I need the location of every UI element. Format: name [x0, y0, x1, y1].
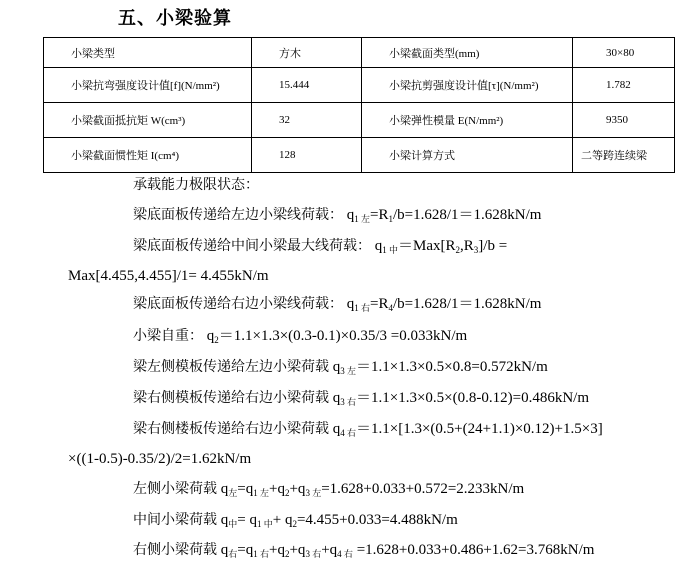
text: +q	[289, 542, 306, 558]
text: =1.628+0.033+0.486+1.62=3.768kN/m	[352, 542, 595, 558]
calc-line-q3-right	[133, 389, 589, 411]
calc-line-q1-left	[133, 206, 541, 228]
subscript: 3 左	[340, 366, 357, 376]
subscript: 右	[228, 549, 238, 559]
text: ＝1.1×[1.3×(0.5+(24+1.1)×0.12)+1.5×3]	[356, 421, 603, 437]
text: q	[220, 542, 229, 558]
table-row	[44, 138, 675, 173]
text: q	[332, 359, 341, 375]
param-label: 小梁类型	[44, 38, 252, 68]
text: 梁底面板传递给右边小梁线荷载：	[133, 296, 343, 312]
text: ＝1.1×1.3×(0.3-0.1)×0.35/3 =0.033kN/m	[218, 328, 468, 344]
subscript: 1 中	[256, 519, 273, 529]
text: =R	[370, 207, 389, 223]
subscript: 中	[228, 519, 238, 529]
text: 梁右侧楼板传递给右边小梁荷载	[133, 421, 329, 437]
param-label: 小梁截面类型(mm)	[362, 38, 573, 68]
subscript: 1 中	[382, 245, 399, 255]
text: /b=1.628/1＝1.628kN/m	[392, 296, 542, 312]
text: =4.455+0.033=4.488kN/m	[296, 512, 458, 528]
text: q	[346, 207, 355, 223]
calc-line-q4-right-cont	[68, 450, 251, 468]
text: q	[206, 328, 215, 344]
subscript: 4 右	[340, 428, 357, 438]
table-row	[44, 38, 675, 68]
subscript: 2	[214, 335, 219, 345]
text: ＝Max[R	[398, 238, 456, 254]
subscript: 4	[388, 303, 393, 313]
subscript: 3	[473, 245, 479, 255]
calc-line-q-mid-total	[133, 511, 458, 533]
subscript: 2	[284, 549, 290, 559]
text: 梁右侧模板传递给右边小梁荷载	[133, 390, 329, 406]
text: =q	[237, 542, 254, 558]
subscript: 1 右	[354, 303, 371, 313]
param-value: 30×80	[573, 38, 675, 68]
param-value: 1.782	[573, 68, 675, 103]
text: q	[220, 481, 229, 497]
calc-line-q1-mid-cont	[68, 267, 269, 285]
beam-parameters-table	[43, 37, 675, 173]
text: Max[4.455,4.455]/1= 4.455kN/m	[68, 268, 269, 284]
text: ＝1.1×1.3×0.5×(0.8-0.12)=0.486kN/m	[356, 390, 590, 406]
text: ,R	[460, 238, 474, 254]
text: 右侧小梁荷载	[133, 542, 217, 558]
text: 左侧小梁荷载	[133, 481, 217, 497]
calc-line-q2	[133, 327, 467, 349]
param-value: 二等跨连续梁	[573, 138, 675, 173]
subscript: 2	[284, 488, 290, 498]
text: =q	[237, 481, 254, 497]
text: 中间小梁荷载	[133, 512, 217, 528]
param-value: 9350	[573, 103, 675, 138]
param-label: 小梁抗弯强度设计值[f](N/mm²)	[44, 68, 252, 103]
text: 承载能力极限状态：	[133, 177, 259, 193]
text: 梁底面板传递给左边小梁线荷载：	[133, 207, 343, 223]
text: q	[332, 390, 341, 406]
text: 小梁自重：	[133, 328, 203, 344]
text: ＝1.1×1.3×0.5×0.8=0.572kN/m	[356, 359, 548, 375]
subscript: 1 左	[253, 488, 269, 498]
calc-line-q4-right	[133, 420, 603, 442]
subscript: 1	[388, 214, 393, 224]
subscript: 2	[292, 519, 297, 529]
subscript: 2	[455, 245, 461, 255]
param-value: 15.444	[252, 68, 362, 103]
param-label: 小梁抗剪强度设计值[τ](N/mm²)	[362, 68, 573, 103]
section-heading: 五、小梁验算	[118, 8, 232, 29]
text: q	[346, 296, 355, 312]
subscript: 1 右	[253, 549, 269, 559]
param-label: 小梁截面惯性矩 I(cm⁴)	[44, 138, 252, 173]
text: q	[374, 238, 383, 254]
calc-line-q1-mid	[133, 237, 507, 259]
subscript: 3 右	[340, 397, 357, 407]
text: ×((1-0.5)-0.35/2)/2=1.62kN/m	[68, 451, 252, 467]
table-row	[44, 68, 675, 103]
text: + q	[272, 512, 293, 528]
table-row	[44, 103, 675, 138]
text: =1.628+0.033+0.572=2.233kN/m	[321, 481, 525, 497]
param-value: 32	[252, 103, 362, 138]
subscript: 4 右	[337, 549, 353, 559]
param-value: 128	[252, 138, 362, 173]
calc-line-q3-left	[133, 358, 548, 380]
text: /b=1.628/1＝1.628kN/m	[392, 207, 542, 223]
calc-line-q1-right	[133, 295, 541, 317]
text: q	[220, 512, 229, 528]
subscript: 左	[228, 488, 238, 498]
subscript: 3 左	[305, 488, 322, 498]
text: =R	[370, 296, 389, 312]
param-label: 小梁弹性模量 E(N/mm²)	[362, 103, 573, 138]
text: q	[332, 421, 341, 437]
text: +q	[269, 542, 285, 558]
text: 梁左侧模板传递给左边小梁荷载	[133, 359, 329, 375]
subscript: 3 右	[305, 549, 322, 559]
param-label: 小梁截面抵抗矩 W(cm³)	[44, 103, 252, 138]
text: = q	[237, 512, 257, 528]
text: +q	[289, 481, 306, 497]
calc-line-limit-state	[133, 176, 259, 194]
text: 梁底面板传递给中间小梁最大线荷载：	[133, 238, 371, 254]
text: +q	[321, 542, 338, 558]
subscript: 1 左	[354, 214, 371, 224]
text: +q	[269, 481, 285, 497]
text: ]/b =	[478, 238, 508, 254]
calc-line-q-left-total	[133, 480, 524, 502]
param-value: 方木	[252, 38, 362, 68]
param-label: 小梁计算方式	[362, 138, 573, 173]
